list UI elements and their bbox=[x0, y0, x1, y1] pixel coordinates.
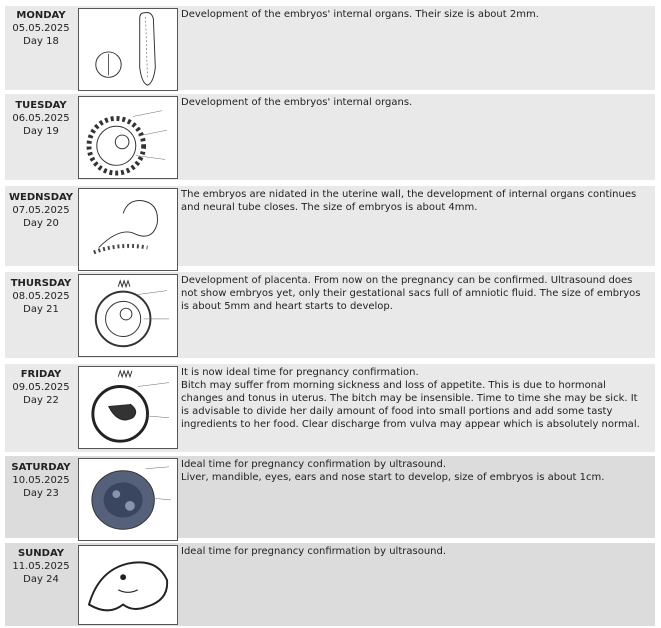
day-number-label: Day 21 bbox=[23, 304, 59, 315]
date-block bbox=[5, 99, 77, 138]
date-block bbox=[5, 9, 77, 48]
description-line: Bitch may suffer from morning sickness and loss of appetite. This is due to hormonal changes and tonus in uterus. The bitch may be insensible. Time to time she may be sick. It is advisable to divide her daily amount of food into small portions and add some tasty ingredients to her food. Clear discharge from vulva may appear which is absolutely normal. bbox=[181, 380, 640, 430]
day-number-label: Day 23 bbox=[23, 488, 59, 499]
description-line: It is now ideal time for pregnancy confirmation. bbox=[181, 367, 419, 378]
weekday-label: SUNDAY bbox=[17, 548, 64, 559]
embryo-cross-section-icon bbox=[78, 96, 178, 179]
day-row-friday bbox=[5, 364, 655, 452]
date-block bbox=[5, 191, 77, 230]
day-number-label: Day 18 bbox=[23, 36, 59, 47]
day-number-label: Day 24 bbox=[23, 574, 59, 585]
date-label: 05.05.2025 bbox=[12, 23, 70, 34]
embryo-ultrasound-icon bbox=[78, 458, 178, 541]
day-number-label: Day 22 bbox=[23, 395, 59, 406]
description bbox=[181, 458, 646, 484]
date-block bbox=[5, 277, 77, 316]
weekday-label: FRIDAY bbox=[20, 369, 62, 380]
date-block bbox=[5, 461, 77, 500]
description bbox=[181, 96, 646, 109]
date-label: 07.05.2025 bbox=[12, 205, 70, 216]
day-row-wednesday bbox=[5, 186, 655, 266]
description-line: The embryos are nidated in the uterine wall, the development of internal organs continues and neural tube closes. The size of embryos is about 4mm. bbox=[181, 189, 637, 213]
description-line: Liver, mandible, eyes, ears and nose start to develop, size of embryos is about 1cm. bbox=[181, 472, 605, 483]
weekday-label: SATURDAY bbox=[11, 462, 71, 473]
day-row-thursday bbox=[5, 272, 655, 358]
weekday-label: WEDNSDAY bbox=[8, 192, 74, 203]
embryo-early-icon bbox=[78, 8, 178, 91]
description-line: Development of placenta. From now on the pregnancy can be confirmed. Ultrasound does not show embryos yet, only their gestational sacs full of amniotic fluid. The size of embryos is about 5mm and heart starts to develop. bbox=[181, 275, 641, 312]
day-row-tuesday bbox=[5, 94, 655, 180]
description-line: Ideal time for pregnancy confirmation by ultrasound. bbox=[181, 546, 447, 557]
day-number-label: Day 20 bbox=[23, 218, 59, 229]
description bbox=[181, 545, 646, 558]
weekday-label: TUESDAY bbox=[15, 100, 67, 111]
date-label: 09.05.2025 bbox=[12, 382, 70, 393]
date-label: 06.05.2025 bbox=[12, 113, 70, 124]
embryo-outline-icon bbox=[78, 545, 178, 625]
description bbox=[181, 274, 646, 313]
day-row-saturday bbox=[5, 456, 655, 538]
description-line: Development of the embryos' internal organs. Their size is about 2mm. bbox=[181, 9, 539, 20]
placenta-diagram-icon bbox=[78, 274, 178, 357]
weekday-label: MONDAY bbox=[16, 10, 66, 21]
embryo-sac-icon bbox=[78, 366, 178, 449]
day-row-monday bbox=[5, 6, 655, 90]
description-line: Development of the embryos' internal organs. bbox=[181, 97, 413, 108]
embryo-curled-icon bbox=[78, 188, 178, 271]
day-row-sunday bbox=[5, 543, 655, 626]
day-number-label: Day 19 bbox=[23, 126, 59, 137]
weekday-label: THURSDAY bbox=[10, 278, 72, 289]
date-label: 10.05.2025 bbox=[12, 475, 70, 486]
date-label: 08.05.2025 bbox=[12, 291, 70, 302]
date-label: 11.05.2025 bbox=[12, 561, 70, 572]
description bbox=[181, 8, 646, 21]
description-line: Ideal time for pregnancy confirmation by ultrasound. bbox=[181, 459, 447, 470]
description bbox=[181, 188, 646, 214]
date-block bbox=[5, 368, 77, 407]
date-block bbox=[5, 547, 77, 586]
description bbox=[181, 366, 646, 431]
